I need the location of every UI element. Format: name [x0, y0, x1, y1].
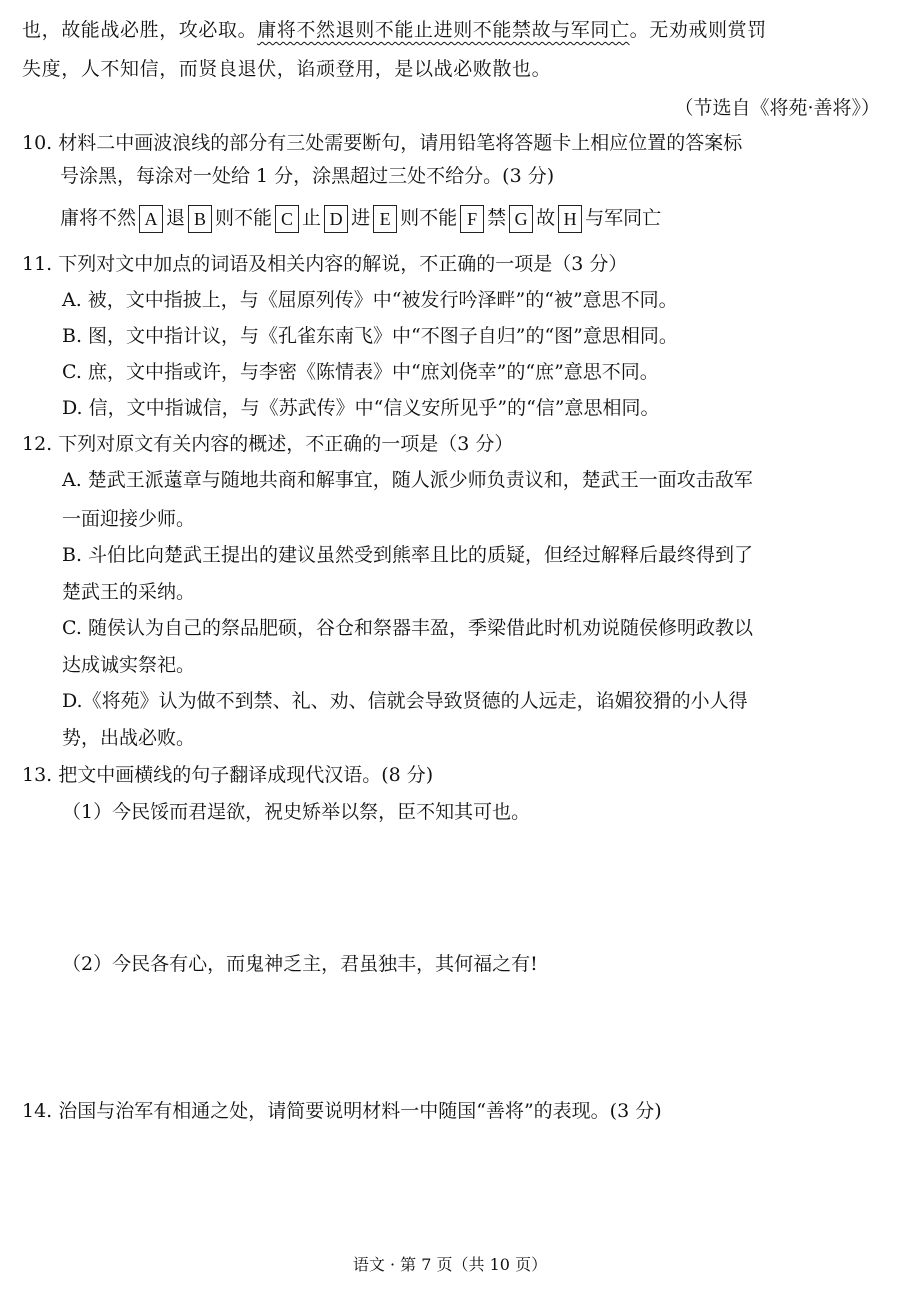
q12-option-c-line2: 达成诚实祭祀。 [62, 654, 196, 676]
answer-box-g[interactable]: G [509, 205, 533, 233]
source-citation: （节选自《将苑·善将》） [674, 97, 880, 119]
wavy-underlined-sentence: 庸将不然退则不能止进则不能禁故与军同亡 [257, 19, 630, 41]
q10-answer-row [60, 204, 661, 233]
segment-text: 禁 [487, 207, 507, 229]
answer-box-d[interactable]: D [324, 205, 348, 233]
q11-stem: 11. 下列对文中加点的词语及相关内容的解说，不正确的一项是（3 分） [22, 253, 628, 275]
answer-box-f[interactable]: F [460, 205, 484, 233]
passage-line-1 [22, 16, 767, 44]
answer-box-h[interactable]: H [558, 205, 582, 233]
page-footer: 语文 · 第 7 页（共 10 页） [352, 1255, 548, 1274]
segment-text: 与军同亡 [585, 207, 662, 229]
passage-line-2: 失度，人不知信，而贤良退伏，谄顽登用，是以战必败散也。 [22, 58, 552, 80]
q13-sentence-2: （2）今民各有心，而鬼神乏主，君虽独丰，其何福之有! [62, 953, 538, 975]
answer-box-a[interactable]: A [139, 205, 163, 233]
q12-option-b-line2: 楚武王的采纳。 [62, 581, 196, 603]
q11-option-d: D. 信，文中指诚信，与《苏武传》中“信义安所见乎”的“信”意思相同。 [62, 397, 660, 419]
q14-stem: 14. 治国与治军有相通之处，请简要说明材料一中随国“善将”的表现。(3 分) [22, 1100, 662, 1122]
q12-option-d-line2: 势，出战必败。 [62, 727, 196, 749]
segment-text: 退 [166, 207, 186, 229]
q11-option-a: A. 被，文中指披上，与《屈原列传》中“被发行吟泽畔”的“被”意思不同。 [62, 289, 678, 311]
segment-text: 止 [302, 207, 322, 229]
segment-text: 则不能 [400, 207, 458, 229]
q12-option-c-line1: C. 随侯认为自己的祭品肥硕，谷仓和祭器丰盈，季梁借此时机劝说随侯修明政教以 [62, 617, 753, 639]
q11-option-c: C. 庶，文中指或许，与李密《陈情表》中“庶刘侥幸”的“庶”意思不同。 [62, 361, 659, 383]
answer-box-e[interactable]: E [373, 205, 397, 233]
segment-text: 庸将不然 [60, 207, 137, 229]
segment-text: 则不能 [215, 207, 273, 229]
q12-option-a-line2: 一面迎接少师。 [62, 508, 196, 530]
passage-text: 也，故能战必胜，攻必取。 [22, 19, 258, 41]
segment-text: 故 [536, 207, 556, 229]
q13-sentence-1: （1）今民馁而君逞欲，祝史矫举以祭，臣不知其可也。 [62, 801, 531, 823]
segment-text: 进 [351, 207, 371, 229]
q12-option-d-line1: D.《将苑》认为做不到禁、礼、劝、信就会导致贤德的人远走，谄媚狡猾的小人得 [62, 690, 748, 712]
q12-option-a-line1: A. 楚武王派薳章与随地共商和解事宜，随人派少师负责议和，楚武王一面攻击敌军 [62, 469, 753, 491]
q10-stem-line1: 10. 材料二中画波浪线的部分有三处需要断句，请用铅笔将答题卡上相应位置的答案标 [22, 132, 743, 154]
answer-box-c[interactable]: C [275, 205, 299, 233]
q12-stem: 12. 下列对原文有关内容的概述，不正确的一项是（3 分） [22, 433, 514, 455]
answer-box-b[interactable]: B [188, 205, 212, 233]
q11-option-b: B. 图，文中指计议，与《孔雀东南飞》中“不图子自归”的“图”意思相同。 [62, 325, 678, 347]
q12-option-b-line1: B. 斗伯比向楚武王提出的建议虽然受到熊率且比的质疑，但经过解释后最终得到了 [62, 544, 754, 566]
q10-stem-line2: 号涂黑，每涂对一处给 1 分，涂黑超过三处不给分。(3 分) [60, 165, 555, 187]
passage-text: 。无劝戒则赏罚 [629, 19, 767, 41]
q13-stem: 13. 把文中画横线的句子翻译成现代汉语。(8 分) [22, 764, 434, 786]
